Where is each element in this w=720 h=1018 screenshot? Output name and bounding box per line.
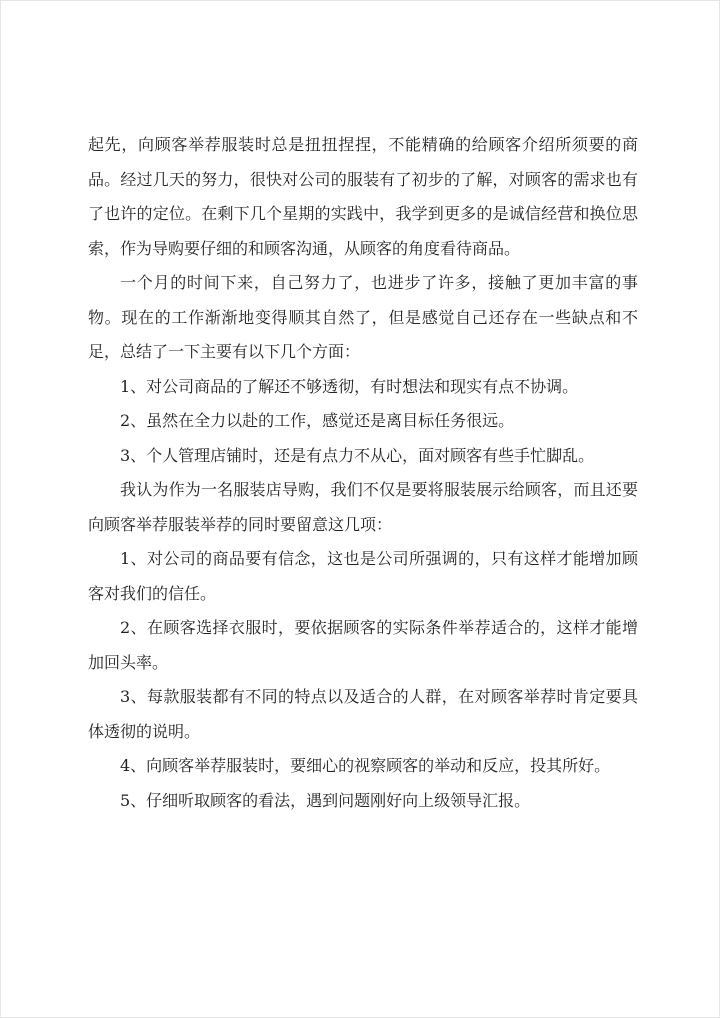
paragraph-intro-tips: 我认为作为一名服装店导购，我们不仅是要将服装展示给顾客，而且还要向顾客举荐服装举荐的同时要留意这几项： bbox=[88, 480, 638, 534]
list-item-shortcoming-2: 2、虽然在全力以赴的工作，感觉还是离目标任务很远。 bbox=[120, 411, 515, 430]
list-item-shortcoming-1: 1、对公司商品的了解还不够透彻，有时想法和现实有点不协调。 bbox=[120, 376, 579, 396]
document-body bbox=[88, 128, 638, 818]
paragraph-2: 一个月的时间下来，自己努力了，也进步了许多，接触了更加丰富的事物。现在的工作渐渐地变得顺其自然了，但是感觉自己还存在一些缺点和不足，总结了一下主要有以下几个方面： bbox=[88, 273, 638, 361]
list-item-tip-3: 3、每款服装都有不同的特点以及适合的人群，在对顾客举荐时肯定要具体透彻的说明。 bbox=[88, 687, 638, 741]
list-item-tip-1: 1、对公司的商品要有信念，这也是公司所强调的，只有这样才能增加顾客对我们的信任。 bbox=[88, 549, 638, 603]
paragraph-1: 起先，向顾客举荐服装时总是扭扭捏捏，不能精确的给顾客介绍所须要的商品。经过几天的努力，很快对公司的服装有了初步的了解，对顾客的需求也有了也许的定位。在剩下几个星期的实践中，我学到更多的是诚信经营和换位思索，作为导购要仔细的和顾客沟通，从顾客的角度看待商品。 bbox=[88, 135, 638, 258]
list-item-tip-2: 2、在顾客选择衣服时，要依据顾客的实际条件举荐适合的，这样才能增加回头率。 bbox=[88, 618, 638, 672]
list-item-shortcoming-3: 3、个人管理店铺时，还是有点力不从心，面对顾客有些手忙脚乱。 bbox=[120, 445, 595, 465]
list-item-tip-4: 4、向顾客举荐服装时，要细心的视察顾客的举动和反应，投其所好。 bbox=[120, 756, 611, 775]
list-item-tip-5: 5、仔细听取顾客的看法，遇到问题刚好向上级领导汇报。 bbox=[120, 790, 531, 810]
